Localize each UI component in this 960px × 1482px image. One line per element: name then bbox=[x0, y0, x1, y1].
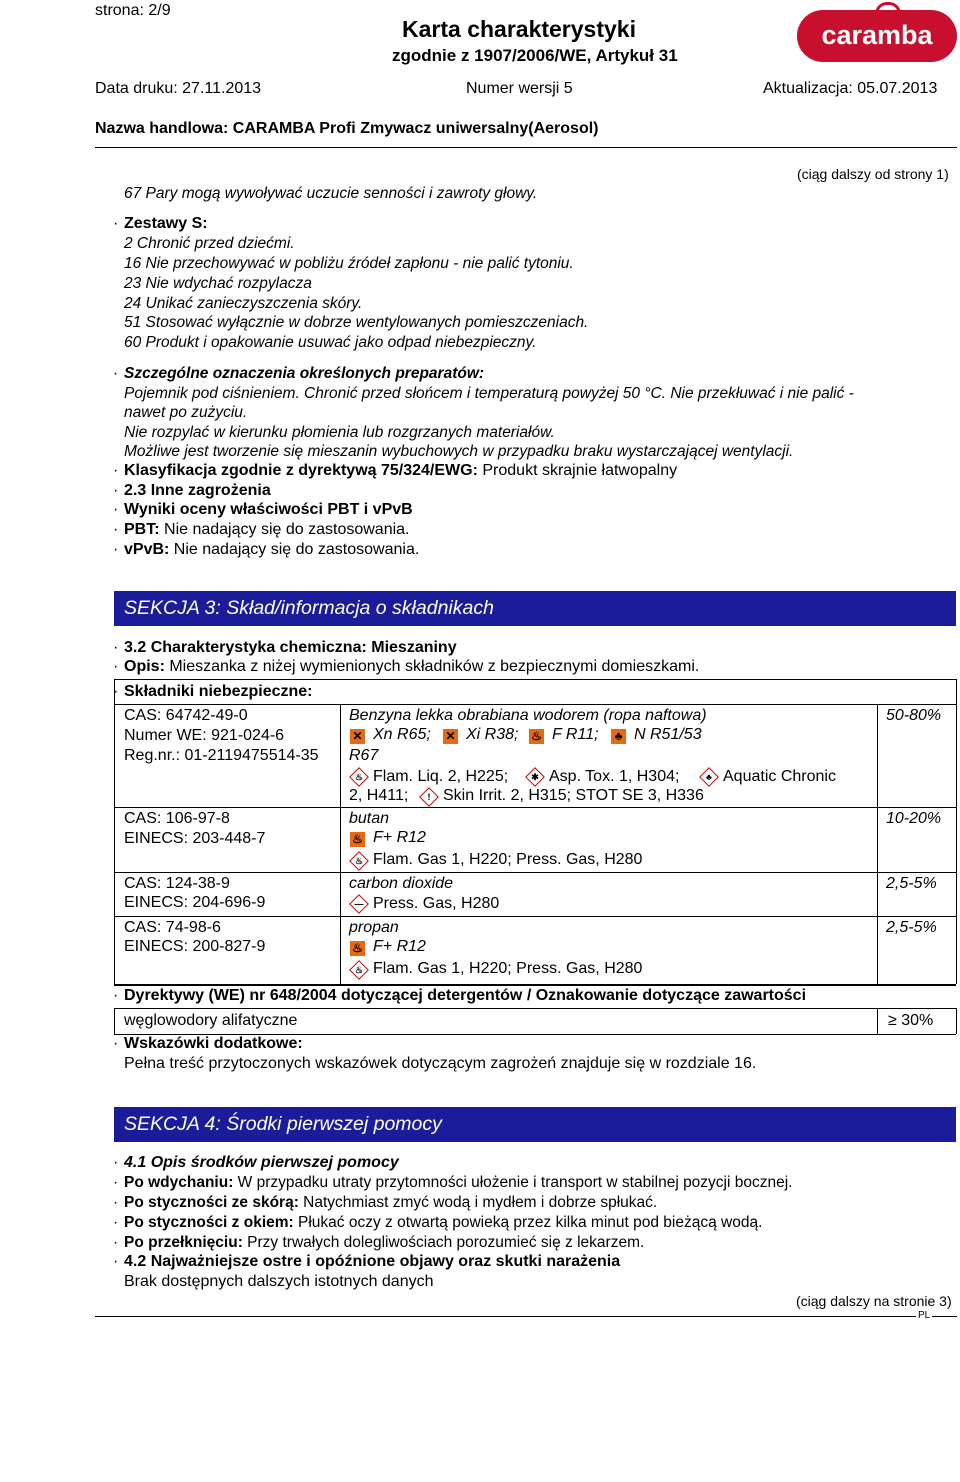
special-line: Możliwe jest tworzenie się mieszanin wybuchowych w przypadku braku wystarczającej wentylacji. bbox=[124, 443, 794, 460]
extra-info-text: Pełna treść przytoczonych wskazówek dotyczącym zagrożeń znajduje się w rozdziale 16. bbox=[124, 1055, 757, 1072]
eye-contact-line bbox=[124, 1214, 762, 1232]
chem-characterization: · 3.2 Charakterystyka chemiczna: Mieszaniny bbox=[124, 639, 457, 657]
vpvb-value: Nie nadający się do zastosowania. bbox=[169, 541, 420, 558]
vpvb-label: vPvB: bbox=[124, 541, 170, 558]
clp-classification: Asp. Tox. 1, H304; bbox=[549, 768, 680, 785]
page-number: strona: 2/9 bbox=[95, 2, 171, 19]
component-id: CAS: 106-97-8 bbox=[124, 810, 230, 827]
symptoms-text: Brak dostępnych dalszych istotnych danych bbox=[124, 1273, 434, 1290]
inhalation-label: Po wdychaniu: bbox=[124, 1174, 234, 1191]
description-line bbox=[124, 658, 699, 676]
s-phrase: 16 Nie przechowywać w pobliżu źródeł zapłonu - nie palić tytoniu. bbox=[124, 255, 574, 272]
dsd-classification: Xi R38; bbox=[466, 726, 519, 743]
eye-contact-label: Po styczności z okiem: bbox=[124, 1214, 294, 1231]
logo-swoosh bbox=[875, 2, 901, 19]
classification-label: Klasyfikacja zgodnie z dyrektywą 75/324/EWG: bbox=[124, 462, 478, 479]
s-phrase: 51 Stosować wyłącznie w dobrze wentylowanych pomieszczeniach. bbox=[124, 314, 589, 331]
environment-icon: ♣ bbox=[611, 729, 626, 744]
flame-icon: ♨ bbox=[350, 832, 365, 847]
clp-classification: 2, H411; bbox=[349, 787, 409, 804]
harmful-x-icon: ✕ bbox=[350, 729, 365, 744]
symptoms-heading: · 4.2 Najważniejsze ostre i opóźnione objawy oraz skutki narażenia bbox=[124, 1253, 620, 1271]
special-line: Pojemnik pod ciśnieniem. Chronić przed słońcem i temperaturą powyżej 50 °C. Nie przekłuwać i nie palić - bbox=[124, 385, 854, 402]
component-percent: 10-20% bbox=[886, 810, 942, 827]
r67-phrase: 67 Pary mogą wywoływać uczucie senności i zawroty głowy. bbox=[124, 185, 538, 202]
table-border bbox=[956, 1008, 957, 1034]
dsd-classification: N R51/53 bbox=[634, 726, 702, 743]
component-id: CAS: 74-98-6 bbox=[124, 919, 221, 936]
component-name: carbon dioxide bbox=[349, 875, 454, 892]
section-3-title: SEKCJA 3: Skład/informacja o składnikach bbox=[124, 597, 494, 619]
component-id: CAS: 64742-49-0 bbox=[124, 707, 248, 724]
flame-icon: ♨ bbox=[529, 729, 544, 744]
clp-classification: Aquatic Chronic bbox=[723, 768, 836, 785]
table-rule bbox=[114, 985, 956, 986]
table-rule bbox=[114, 679, 956, 680]
s-phrase: 23 Nie wdychać rozpylacza bbox=[124, 275, 312, 292]
hazardous-components-heading: · Składniki niebezpieczne: bbox=[124, 683, 313, 701]
component-name: butan bbox=[349, 810, 390, 827]
classification-value: Produkt skrajnie łatwopalny bbox=[477, 462, 678, 479]
component-percent: 2,5-5% bbox=[886, 875, 937, 892]
table-rule bbox=[114, 872, 956, 873]
pbt-line bbox=[124, 521, 409, 539]
caramba-logo: caramba bbox=[797, 10, 957, 62]
ingestion-line bbox=[124, 1234, 644, 1252]
dsd-classification: F+ R12 bbox=[373, 829, 426, 846]
pbt-label: PBT: bbox=[124, 521, 160, 538]
description-value: Mieszanka z niżej wymienionych składników z bezpiecznymi domieszkami. bbox=[164, 658, 700, 675]
dsd-classification: F+ R12 bbox=[373, 938, 426, 955]
inhalation-line bbox=[124, 1174, 792, 1192]
trade-name: Nazwa handlowa: CARAMBA Profi Zmywacz uniwersalny(Aerosol) bbox=[95, 120, 599, 137]
special-line: Nie rozpylać w kierunku płomienia lub rozgrzanych materiałów. bbox=[124, 424, 555, 441]
clp-classification: Skin Irrit. 2, H315; STOT SE 3, H336 bbox=[443, 787, 704, 804]
table-border bbox=[877, 704, 878, 984]
component-name: Benzyna lekka obrabiana wodorem (ropa naftowa) bbox=[349, 707, 707, 724]
ghs-flame-icon: ♨ bbox=[349, 851, 369, 871]
continued-to: (ciąg dalszy na stronie 3) bbox=[796, 1293, 952, 1309]
pbt-results-heading: · Wyniki oceny właściwości PBT i vPvB bbox=[124, 501, 413, 519]
ingestion-label: Po przełknięciu: bbox=[124, 1234, 243, 1251]
other-hazards-heading: · 2.3 Inne zagrożenia bbox=[124, 482, 271, 500]
component-name: propan bbox=[349, 919, 399, 936]
continued-from: (ciąg dalszy od strony 1) bbox=[797, 166, 949, 182]
section-4-banner bbox=[114, 1107, 956, 1142]
clp-classification: Flam. Gas 1, H220; Press. Gas, H280 bbox=[373, 960, 643, 977]
table-rule bbox=[114, 916, 956, 917]
ingestion-value: Przy trwałych dolegliwościach porozumieć się z lekarzem. bbox=[242, 1234, 645, 1251]
section-4-title: SEKCJA 4: Środki pierwszej pomocy bbox=[124, 1113, 442, 1135]
s-phrase: 24 Unikać zanieczyszczenia skóry. bbox=[124, 295, 363, 312]
vpvb-line bbox=[124, 541, 419, 559]
ghs-exclamation-icon: ! bbox=[419, 787, 439, 807]
detergent-item: węglowodory alifatyczne bbox=[124, 1012, 298, 1029]
print-date: Data druku: 27.11.2013 bbox=[95, 80, 262, 97]
irritant-x-icon: ✕ bbox=[443, 729, 458, 744]
document-subtitle: zgodnie z 1907/2006/WE, Artykuł 31 bbox=[392, 46, 678, 65]
s-phrase: 60 Produkt i opakowanie usuwać jako odpad niebezpieczny. bbox=[124, 334, 537, 351]
language-code: PL bbox=[918, 1310, 931, 1321]
component-percent: 2,5-5% bbox=[886, 919, 937, 936]
first-aid-heading: · 4.1 Opis środków pierwszej pomocy bbox=[124, 1154, 399, 1172]
section-3-banner bbox=[114, 591, 956, 626]
component-id: EINECS: 204-696-9 bbox=[124, 894, 266, 911]
update-date: Aktualizacja: 05.07.2013 bbox=[763, 80, 938, 97]
table-border bbox=[340, 704, 341, 984]
skin-contact-line bbox=[124, 1194, 657, 1212]
table-border bbox=[956, 679, 957, 984]
table-border bbox=[114, 1008, 115, 1034]
detergent-percent: ≥ 30% bbox=[888, 1012, 934, 1029]
ghs-flame-icon: ♨ bbox=[349, 767, 369, 787]
skin-contact-value: Natychmiast zmyć wodą i mydłem i dobrze spłukać. bbox=[298, 1194, 658, 1211]
header-divider bbox=[95, 147, 957, 148]
s-phrase: 2 Chronić przed dziećmi. bbox=[124, 235, 295, 252]
table-rule bbox=[114, 807, 956, 808]
ghs-environment-icon: ♣ bbox=[699, 767, 719, 787]
special-line: nawet po zużyciu. bbox=[124, 404, 248, 421]
skin-contact-label: Po styczności ze skórą: bbox=[124, 1194, 299, 1211]
table-rule bbox=[114, 1008, 956, 1009]
eye-contact-value: Płukać oczy z otwartą powieką przez kilka minut pod bieżącą wodą. bbox=[293, 1214, 763, 1231]
component-id: EINECS: 203-448-7 bbox=[124, 830, 266, 847]
component-percent: 50-80% bbox=[886, 707, 942, 724]
component-id: CAS: 124-38-9 bbox=[124, 875, 230, 892]
footer-divider bbox=[95, 1316, 957, 1317]
component-id: Reg.nr.: 01-2119475514-35 bbox=[124, 747, 319, 764]
flame-icon: ♨ bbox=[350, 941, 365, 956]
dsd-classification: F R11; bbox=[552, 726, 599, 743]
inhalation-value: W przypadku utraty przytomności ułożenie i transport w stabilnej pozycji bocznej. bbox=[233, 1174, 793, 1191]
version-number: Numer wersji 5 bbox=[466, 80, 573, 97]
clp-classification: Flam. Liq. 2, H225; bbox=[373, 768, 509, 785]
classification bbox=[124, 462, 677, 480]
clp-classification: Flam. Gas 1, H220; Press. Gas, H280 bbox=[373, 851, 643, 868]
ghs-health-hazard-icon: ✱ bbox=[525, 767, 545, 787]
clp-classification: Press. Gas, H280 bbox=[373, 895, 500, 912]
dsd-classification: Xn R65; bbox=[373, 726, 431, 743]
r-phrase: R67 bbox=[349, 747, 379, 764]
table-border bbox=[877, 1008, 878, 1034]
description-label: Opis: bbox=[124, 658, 165, 675]
s-sets-heading: · Zestawy S: bbox=[124, 215, 208, 233]
table-rule bbox=[114, 704, 956, 705]
special-heading: · Szczególne oznaczenia określonych preparatów: bbox=[124, 365, 484, 383]
component-id: EINECS: 200-827-9 bbox=[124, 938, 266, 955]
ghs-flame-icon: ♨ bbox=[349, 960, 369, 980]
detergent-heading: · Dyrektywy (WE) nr 648/2004 dotyczącej detergentów / Oznakowanie dotyczące zawartości bbox=[124, 987, 806, 1005]
pbt-value: Nie nadający się do zastosowania. bbox=[159, 521, 410, 538]
extra-info-heading: · Wskazówki dodatkowe: bbox=[124, 1035, 303, 1053]
component-id: Numer WE: 921-024-6 bbox=[124, 727, 285, 744]
ghs-gas-cylinder-icon: — bbox=[349, 894, 369, 914]
table-border bbox=[114, 679, 115, 984]
document-title: Karta charakterystyki bbox=[402, 16, 636, 42]
